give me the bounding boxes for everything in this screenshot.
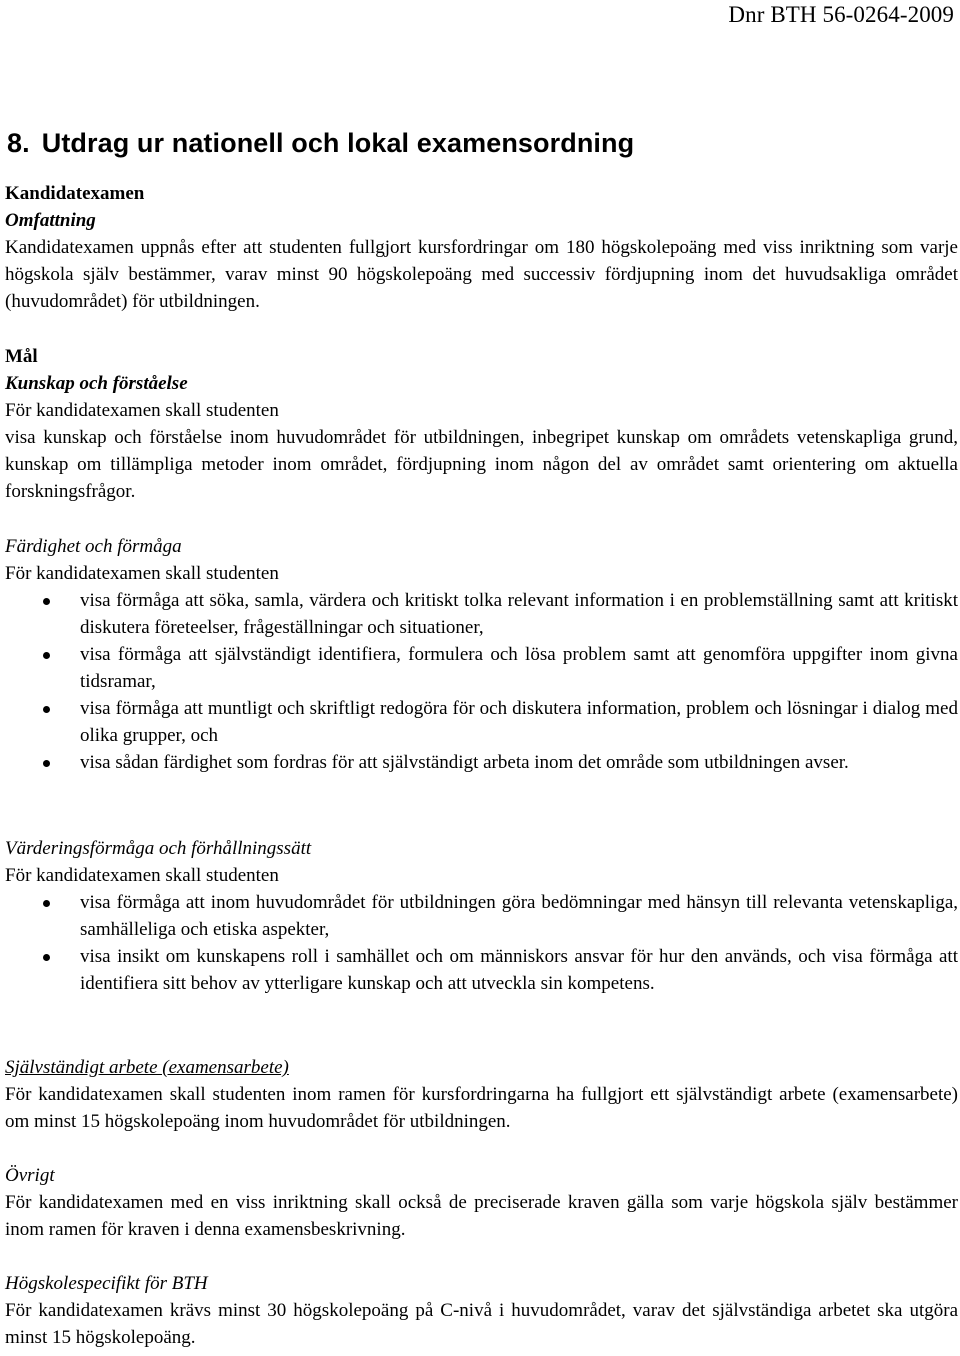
document-reference: Dnr BTH 56-0264-2009 bbox=[728, 2, 954, 27]
scope-heading: Omfattning bbox=[5, 210, 96, 231]
thesis-block bbox=[5, 1054, 958, 1135]
judgement-block bbox=[5, 835, 958, 997]
knowledge-heading: Kunskap och förståelse bbox=[5, 373, 188, 394]
judgement-intro: För kandidatexamen skall studenten bbox=[5, 865, 279, 886]
list-item: visa sådan färdighet som fordras för att självständigt arbeta inom det område som utbildningen avser. bbox=[5, 749, 958, 776]
bth-text: För kandidatexamen krävs minst 30 högskolepoäng på C-nivå i huvudområdet, varav det självständiga arbetet ska utgöra minst 15 högskolepoäng. bbox=[5, 1300, 958, 1348]
knowledge-text: visa kunskap och förståelse inom huvudområdet för utbildningen, inbegripet kunskap om områdets vetenskapliga grund, kunskap om tillämpliga metoder inom området, fördjupning inom någon del av området samt orientering om aktuella forskningsfrågor. bbox=[5, 427, 958, 502]
list-item: visa insikt om kunskapens roll i samhället och om människors ansvar för hur den används, och visa förmåga att identifiera sitt behov av ytterligare kunskap och att utveckla sin kompetens. bbox=[5, 943, 958, 997]
skills-list bbox=[5, 587, 958, 776]
knowledge-intro: För kandidatexamen skall studenten bbox=[5, 400, 279, 421]
thesis-heading: Självständigt arbete (examensarbete) bbox=[5, 1057, 289, 1078]
other-heading: Övrigt bbox=[5, 1165, 55, 1186]
list-item: visa förmåga att självständigt identifiera, formulera och lösa problem samt att genomföra uppgifter inom givna tidsramar, bbox=[5, 641, 958, 695]
degree-block bbox=[5, 180, 958, 315]
bth-heading: Högskolespecifikt för BTH bbox=[5, 1273, 208, 1294]
section-title-text: Utdrag ur nationell och lokal examensordning bbox=[41, 128, 635, 158]
scope-text: Kandidatexamen uppnås efter att studenten fullgjort kursfordringar om 180 högskolepoäng med viss inriktning som varje högskola själv bestämmer, varav minst 90 högskolepoäng med successiv fördjupning inom det huvudsakliga området (huvudområdet) för utbildningen. bbox=[5, 237, 958, 312]
skills-intro: För kandidatexamen skall studenten bbox=[5, 563, 279, 584]
list-item: visa förmåga att inom huvudområdet för utbildningen göra bedömningar med hänsyn till relevanta vetenskapliga, samhälleliga och etiska aspekter, bbox=[5, 889, 958, 943]
degree-title: Kandidatexamen bbox=[5, 183, 145, 204]
bullet-icon bbox=[43, 954, 50, 961]
skills-heading: Färdighet och förmåga bbox=[5, 536, 182, 557]
other-block bbox=[5, 1162, 958, 1243]
bullet-icon bbox=[43, 652, 50, 659]
list-item: visa förmåga att muntligt och skriftligt redogöra för och diskutera information, problem och lösningar i dialog med olika grupper, och bbox=[5, 695, 958, 749]
bullet-icon bbox=[43, 900, 50, 907]
thesis-text: För kandidatexamen skall studenten inom ramen för kursfordringarna ha fullgjort ett självständigt arbete (examensarbete) om minst 15 högskolepoäng inom huvudområdet för utbildningen. bbox=[5, 1084, 958, 1132]
skills-block bbox=[5, 533, 958, 776]
judgement-list bbox=[5, 889, 958, 997]
other-text: För kandidatexamen med en viss inriktning skall också de preciserade kraven gälla som varje högskola själv bestämmer inom ramen för kraven i denna examensbeskrivning. bbox=[5, 1192, 958, 1240]
section-heading bbox=[7, 128, 634, 159]
judgement-heading: Värderingsförmåga och förhållningssätt bbox=[5, 838, 312, 859]
bullet-icon bbox=[43, 760, 50, 767]
list-item: visa förmåga att söka, samla, värdera och kritiskt tolka relevant information i en problemställning samt att kritiskt diskutera företeelser, frågeställningar och situationer, bbox=[5, 587, 958, 641]
goals-block bbox=[5, 343, 958, 505]
bth-block bbox=[5, 1270, 958, 1351]
bullet-icon bbox=[43, 598, 50, 605]
bullet-icon bbox=[43, 706, 50, 713]
goals-title: Mål bbox=[5, 346, 38, 367]
section-number: 8. bbox=[7, 128, 30, 158]
